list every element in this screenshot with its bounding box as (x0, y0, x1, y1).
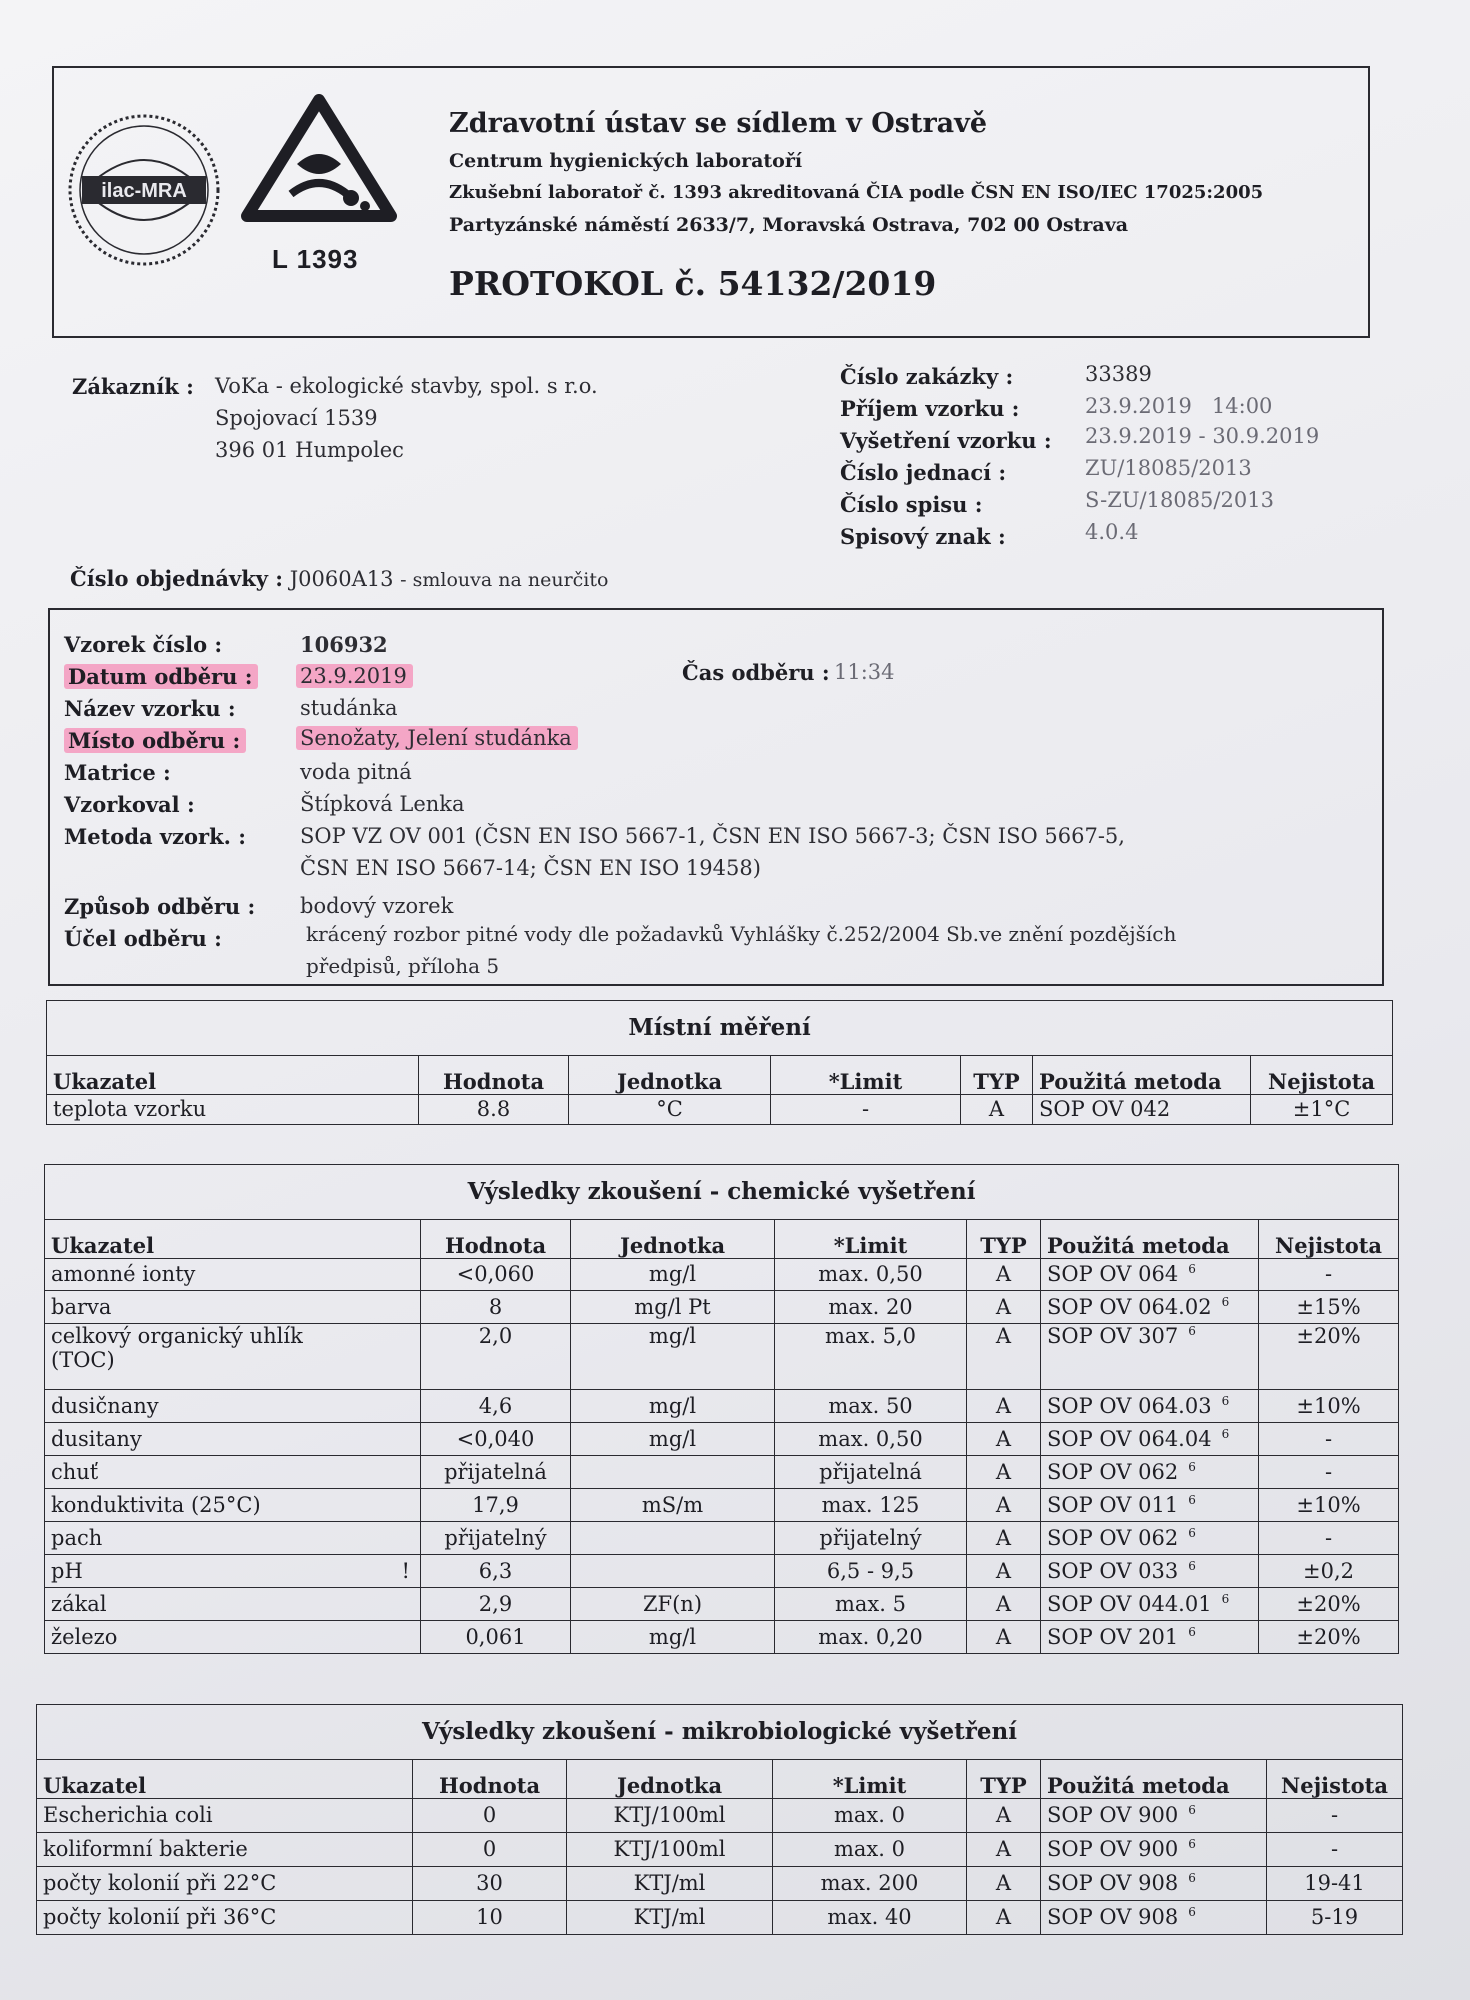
limit-cell: max. 0 (773, 1799, 967, 1833)
file-number-label: Číslo spisu : (840, 492, 983, 517)
uncertainty-cell: ±20% (1259, 1324, 1399, 1390)
sample-received-label: Příjem vzorku : (840, 396, 1020, 421)
indicator-cell (45, 1423, 421, 1456)
value-cell: 10 (413, 1901, 567, 1935)
type-cell: A (967, 1588, 1041, 1621)
limit-cell: přijatelný (775, 1522, 967, 1555)
table-row (37, 1799, 1403, 1833)
type-cell: A (967, 1901, 1041, 1935)
sampling-place-value-text: Senožaty, Jelení studánka (296, 726, 578, 750)
indicator-cell (45, 1259, 421, 1291)
header-box (52, 66, 1370, 338)
col-method: Použitá metoda (1041, 1220, 1259, 1259)
sampling-purpose-value: krácený rozbor pitné vody dle požadavků Vyhlášky č.252/2004 Sb.ve znění pozdějších (306, 922, 1177, 946)
sampled-by-label: Vzorkoval : (64, 792, 195, 817)
unit-cell: mg/l (571, 1621, 775, 1654)
table-row (45, 1259, 1399, 1291)
col-value: Hodnota (413, 1760, 567, 1799)
col-limit: *Limit (771, 1056, 961, 1095)
sample-number-label: Vzorek číslo : (64, 632, 223, 657)
institute-name: Zdravotní ústav se sídlem v Ostravě (449, 108, 988, 139)
unit-cell (571, 1555, 775, 1588)
order-number-value: 33389 (1085, 362, 1152, 386)
method-footnote: 6 (1188, 1324, 1196, 1338)
method-name: SOP OV 908 (1047, 1905, 1179, 1930)
uncertainty-cell: - (1259, 1456, 1399, 1489)
chemical-results-title: Výsledky zkoušení - chemické vyšetření (45, 1165, 1399, 1220)
type-cell: A (967, 1522, 1041, 1555)
microbiological-results-body (37, 1799, 1403, 1935)
method-cell (1041, 1867, 1267, 1901)
customer-label: Zákazník : (72, 374, 194, 399)
col-uncertainty: Nejistota (1259, 1220, 1399, 1259)
col-uncertainty: Nejistota (1267, 1760, 1403, 1799)
laboratory-code: L 1393 (272, 244, 359, 274)
method-name: SOP OV 044.01 (1047, 1591, 1212, 1616)
customer-name: VoKa - ekologické stavby, spol. s r.o. (215, 374, 598, 398)
uncertainty-cell: 5-19 (1267, 1901, 1403, 1935)
limit-cell: max. 5 (775, 1588, 967, 1621)
method-footnote: 6 (1188, 1262, 1196, 1277)
value-cell: 0,061 (421, 1621, 571, 1654)
indicator-name: barva (51, 1294, 112, 1319)
method-footnote: 6 (1221, 1294, 1230, 1309)
type-cell: A (967, 1456, 1041, 1489)
unit-cell: mg/l (571, 1390, 775, 1423)
value-cell: přijatelná (421, 1456, 571, 1489)
indicator-cell (37, 1833, 413, 1867)
sampling-type-label: Způsob odběru : (64, 894, 256, 919)
file-number-value: S-ZU/18085/2013 (1085, 488, 1274, 512)
limit-cell: max. 20 (775, 1291, 967, 1324)
examination-value: 23.9.2019 - 30.9.2019 (1085, 424, 1320, 448)
sample-name-value: studánka (300, 696, 398, 720)
method-cell (1041, 1522, 1259, 1555)
table-row (45, 1489, 1399, 1522)
uncertainty-cell: ±1°C (1251, 1095, 1393, 1125)
type-cell: A (967, 1833, 1041, 1867)
sampled-by-value: Štípková Lenka (300, 792, 465, 816)
col-unit: Jednotka (571, 1220, 775, 1259)
method-name: SOP OV 011 (1047, 1492, 1179, 1517)
uncertainty-cell: - (1259, 1423, 1399, 1456)
indicator-cell (37, 1901, 413, 1935)
uncertainty-cell: ±10% (1259, 1390, 1399, 1423)
col-indicator: Ukazatel (37, 1760, 413, 1799)
col-type: TYP (961, 1056, 1033, 1095)
method-name: SOP OV 900 (1047, 1837, 1179, 1862)
type-cell: A (967, 1324, 1041, 1390)
customer-street: Spojovací 1539 (215, 406, 378, 430)
method-name: SOP OV 064 (1047, 1262, 1179, 1287)
sampling-time-value: 11:34 (834, 660, 895, 684)
unit-cell: ZF(n) (571, 1588, 775, 1621)
indicator-cell: teplota vzorku (47, 1095, 419, 1125)
method-footnote: 6 (1188, 1871, 1196, 1886)
unit-cell (571, 1522, 775, 1555)
method-footnote: 6 (1188, 1624, 1196, 1639)
value-cell: <0,040 (421, 1423, 571, 1456)
type-cell: A (967, 1390, 1041, 1423)
limit-cell: max. 0,50 (775, 1259, 967, 1291)
accreditation-line: Zkušební laboratoř č. 1393 akreditovaná ČIA podle ČSN EN ISO/IEC 17025:2005 (449, 182, 1264, 203)
out-of-limit-flag: ! (401, 1559, 410, 1583)
sampling-method-value: SOP VZ OV 001 (ČSN EN ISO 5667-1, ČSN EN ISO 5667-3; ČSN ISO 5667-5, (300, 824, 1125, 848)
indicator-name: dusitany (51, 1426, 142, 1451)
method-name: SOP OV 201 (1047, 1624, 1179, 1649)
indicator-name: počty kolonií při 22°C (43, 1871, 277, 1896)
type-cell: A (967, 1423, 1041, 1456)
value-cell: přijatelný (421, 1522, 571, 1555)
purchase-order-note: - smlouva na neurčito (400, 569, 609, 591)
value-cell: 30 (413, 1867, 567, 1901)
table-row (47, 1095, 1393, 1125)
method-name: SOP OV 900 (1047, 1803, 1179, 1828)
type-cell: A (967, 1291, 1041, 1324)
value-cell: 8.8 (419, 1095, 569, 1125)
file-mark-label: Spisový znak : (840, 524, 1006, 549)
type-cell: A (967, 1555, 1041, 1588)
method-cell: SOP OV 042 (1033, 1095, 1251, 1125)
sample-number-value: 106932 (300, 632, 388, 657)
sampling-date-value-text: 23.9.2019 (296, 664, 413, 688)
method-cell (1041, 1833, 1267, 1867)
indicator-cell (45, 1621, 421, 1654)
limit-cell: 6,5 - 9,5 (775, 1555, 967, 1588)
col-indicator: Ukazatel (45, 1220, 421, 1259)
value-cell: 2,0 (421, 1324, 571, 1390)
method-cell (1041, 1390, 1259, 1423)
file-mark-value: 4.0.4 (1085, 520, 1139, 544)
indicator-cell (45, 1522, 421, 1555)
value-cell: 0 (413, 1833, 567, 1867)
sampling-place-label (64, 728, 246, 753)
method-name: SOP OV 062 (1047, 1525, 1179, 1550)
customer-city: 396 01 Humpolec (215, 438, 404, 462)
col-unit: Jednotka (567, 1760, 773, 1799)
method-name: SOP OV 064.03 (1047, 1393, 1212, 1418)
indicator-cell (45, 1291, 421, 1324)
value-cell: 4,6 (421, 1390, 571, 1423)
unit-cell: mg/l (571, 1423, 775, 1456)
reference-number-value: ZU/18085/2013 (1085, 456, 1252, 480)
indicator-name: koliformní bakterie (43, 1837, 248, 1862)
col-type: TYP (967, 1760, 1041, 1799)
indicator-cell (45, 1555, 421, 1588)
method-footnote: 6 (1221, 1591, 1230, 1606)
table-row (45, 1324, 1399, 1390)
unit-cell: KTJ/ml (567, 1901, 773, 1935)
microbiological-results-table (36, 1704, 1403, 1935)
indicator-name: pach (51, 1525, 103, 1550)
col-limit: *Limit (775, 1220, 967, 1259)
value-cell: 6,3 (421, 1555, 571, 1588)
col-unit: Jednotka (569, 1056, 771, 1095)
type-cell: A (967, 1867, 1041, 1901)
unit-cell: mS/m (571, 1489, 775, 1522)
indicator-name: Escherichia coli (43, 1803, 213, 1828)
uncertainty-cell: 19-41 (1267, 1867, 1403, 1901)
method-name: SOP OV 062 (1047, 1459, 1179, 1484)
microbiological-results-title: Výsledky zkoušení - mikrobiologické vyšetření (37, 1705, 1403, 1760)
indicator-cell (45, 1456, 421, 1489)
limit-cell: max. 200 (773, 1867, 967, 1901)
table-row (37, 1833, 1403, 1867)
purchase-order-line (70, 566, 608, 591)
method-footnote: 6 (1188, 1837, 1196, 1852)
type-cell: A (967, 1621, 1041, 1654)
method-cell (1041, 1456, 1259, 1489)
order-number-label: Číslo zakázky : (840, 364, 1014, 389)
limit-cell: max. 40 (773, 1901, 967, 1935)
unit-cell: KTJ/ml (567, 1867, 773, 1901)
sampling-method-label: Metoda vzork. : (64, 824, 247, 849)
indicator-cell (45, 1588, 421, 1621)
unit-cell: mg/l (571, 1324, 775, 1390)
unit-cell: °C (569, 1095, 771, 1125)
address-line: Partyzánské náměstí 2633/7, Moravská Ostrava, 702 00 Ostrava (449, 214, 1129, 236)
method-cell (1041, 1489, 1259, 1522)
method-name: SOP OV 033 (1047, 1558, 1179, 1583)
type-cell: A (961, 1095, 1033, 1125)
uncertainty-cell: - (1259, 1522, 1399, 1555)
method-cell (1041, 1621, 1259, 1654)
method-name: SOP OV 064.02 (1047, 1294, 1212, 1319)
method-footnote: 6 (1188, 1459, 1196, 1474)
table-row (45, 1291, 1399, 1324)
limit-cell: max. 50 (775, 1390, 967, 1423)
type-cell: A (967, 1259, 1041, 1291)
uncertainty-cell: ±20% (1259, 1621, 1399, 1654)
limit-cell: max. 0,20 (775, 1621, 967, 1654)
indicator-name: železo (51, 1624, 118, 1649)
method-footnote: 6 (1188, 1558, 1196, 1573)
col-limit: *Limit (773, 1760, 967, 1799)
table-row (45, 1456, 1399, 1489)
limit-cell: přijatelná (775, 1456, 967, 1489)
value-cell: 17,9 (421, 1489, 571, 1522)
uncertainty-cell: - (1259, 1259, 1399, 1291)
indicator-name: celkový organický uhlík (51, 1324, 303, 1348)
purchase-order-value: J0060A13 (289, 567, 394, 591)
method-name: SOP OV 908 (1047, 1871, 1179, 1896)
local-measurement-title: Místní měření (47, 1001, 1393, 1056)
table-row (45, 1423, 1399, 1456)
unit-cell: mg/l Pt (571, 1291, 775, 1324)
uncertainty-cell: ±0,2 (1259, 1555, 1399, 1588)
table-row (45, 1555, 1399, 1588)
col-method: Použitá metoda (1033, 1056, 1251, 1095)
value-cell: 8 (421, 1291, 571, 1324)
limit-cell: - (771, 1095, 961, 1125)
col-method: Použitá metoda (1041, 1760, 1267, 1799)
sampling-purpose-label: Účel odběru : (64, 926, 222, 951)
method-name: SOP OV 064.04 (1047, 1426, 1212, 1451)
unit-cell: KTJ/100ml (567, 1799, 773, 1833)
value-cell: <0,060 (421, 1259, 571, 1291)
method-footnote: 6 (1221, 1426, 1230, 1441)
method-cell (1041, 1259, 1259, 1291)
method-footnote: 6 (1188, 1492, 1196, 1507)
type-cell: A (967, 1799, 1041, 1833)
uncertainty-cell: - (1267, 1833, 1403, 1867)
method-cell (1041, 1799, 1267, 1833)
protocol-number: PROTOKOL č. 54132/2019 (449, 264, 937, 303)
sampling-date-label-text: Datum odběru : (64, 664, 258, 689)
col-type: TYP (967, 1220, 1041, 1259)
table-row (45, 1390, 1399, 1423)
method-cell (1041, 1588, 1259, 1621)
col-indicator: Ukazatel (47, 1056, 419, 1095)
indicator-name: konduktivita (25°C) (51, 1492, 261, 1517)
table-row (45, 1621, 1399, 1654)
unit-cell: KTJ/100ml (567, 1833, 773, 1867)
indicator-cell (37, 1867, 413, 1901)
examination-label: Vyšetření vzorku : (840, 428, 1052, 453)
sampling-purpose-value-2: předpisů, příloha 5 (306, 954, 500, 978)
limit-cell: max. 125 (775, 1489, 967, 1522)
limit-cell: max. 5,0 (775, 1324, 967, 1390)
chemical-results-table (44, 1164, 1399, 1654)
sampling-place-label-text: Místo odběru : (64, 728, 246, 753)
sampling-date-label (64, 664, 258, 689)
table-row (45, 1588, 1399, 1621)
value-cell: 0 (413, 1799, 567, 1833)
limit-cell: max. 0,50 (775, 1423, 967, 1456)
unit-cell: mg/l (571, 1259, 775, 1291)
col-uncertainty: Nejistota (1251, 1056, 1393, 1095)
reference-number-label: Číslo jednací : (840, 460, 1007, 485)
indicator-name: amonné ionty (51, 1262, 196, 1287)
unit-cell (571, 1456, 775, 1489)
indicator-name: dusičnany (51, 1393, 159, 1418)
table-row (37, 1867, 1403, 1901)
sampling-place-value (296, 726, 578, 750)
type-cell: A (967, 1489, 1041, 1522)
uncertainty-cell: - (1267, 1799, 1403, 1833)
uncertainty-cell: ±15% (1259, 1291, 1399, 1324)
uncertainty-cell: ±20% (1259, 1588, 1399, 1621)
sample-info-box (48, 608, 1384, 986)
center-name: Centrum hygienických laboratoří (449, 150, 803, 172)
matrix-label: Matrice : (64, 760, 171, 785)
col-value: Hodnota (419, 1056, 569, 1095)
local-measurement-table (46, 1000, 1393, 1125)
indicator-cell (37, 1799, 413, 1833)
purchase-order-label: Číslo objednávky : (70, 566, 284, 591)
indicator-name: chuť (51, 1459, 99, 1484)
sample-received-value: 23.9.2019 14:00 (1085, 394, 1273, 418)
svg-text:ilac-MRA: ilac-MRA (101, 180, 187, 202)
table-row (45, 1522, 1399, 1555)
indicator-name: počty kolonií při 36°C (43, 1905, 277, 1930)
indicator-cell (45, 1390, 421, 1423)
sampling-date-value (296, 664, 413, 688)
method-cell (1041, 1291, 1259, 1324)
limit-cell: max. 0 (773, 1833, 967, 1867)
method-cell (1041, 1324, 1259, 1390)
method-footnote: 6 (1221, 1393, 1230, 1408)
uncertainty-cell: ±10% (1259, 1489, 1399, 1522)
indicator-cell (45, 1489, 421, 1522)
ilac-mra-logo (64, 110, 224, 270)
method-name: SOP OV 307 (1047, 1324, 1179, 1348)
method-cell (1041, 1901, 1267, 1935)
indicator-name: pH (51, 1558, 83, 1583)
sample-name-label: Název vzorku : (64, 696, 236, 721)
method-footnote: 6 (1188, 1803, 1196, 1818)
table-row (37, 1901, 1403, 1935)
method-cell (1041, 1555, 1259, 1588)
chemical-results-body (45, 1259, 1399, 1654)
indicator-name: zákal (51, 1591, 107, 1616)
method-footnote: 6 (1188, 1525, 1196, 1540)
indicator-cell (45, 1324, 421, 1390)
indicator-name-line-2: (TOC) (51, 1348, 115, 1373)
sampling-time-label: Čas odběru : (682, 660, 830, 685)
laboratory-triangle-logo (239, 94, 399, 224)
col-value: Hodnota (421, 1220, 571, 1259)
sampling-method-value-2: ČSN EN ISO 5667-14; ČSN EN ISO 19458) (300, 856, 761, 880)
value-cell: 2,9 (421, 1588, 571, 1621)
method-footnote: 6 (1188, 1905, 1196, 1920)
method-cell (1041, 1423, 1259, 1456)
matrix-value: voda pitná (300, 760, 412, 784)
sampling-type-value: bodový vzorek (300, 894, 454, 918)
